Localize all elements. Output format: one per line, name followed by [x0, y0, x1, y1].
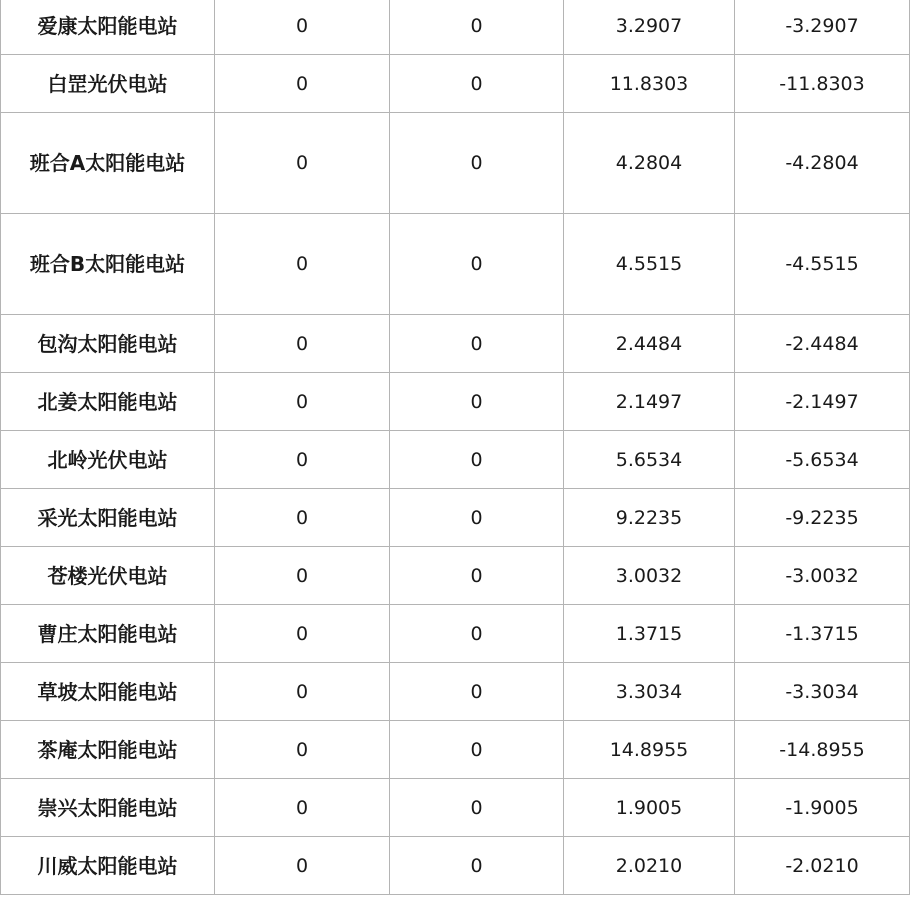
table-row: [1, 55, 910, 113]
value-cell: 0: [215, 315, 390, 373]
value-cell: 0: [215, 721, 390, 779]
value-cell: 1.3715: [564, 605, 735, 663]
value-cell: -9.2235: [735, 489, 910, 547]
value-cell: 1.9005: [564, 779, 735, 837]
value-cell: 0: [215, 547, 390, 605]
value-cell: 0: [215, 779, 390, 837]
value-cell: 0: [390, 721, 564, 779]
value-cell: 9.2235: [564, 489, 735, 547]
value-cell: 3.3034: [564, 663, 735, 721]
station-name-cell: 包沟太阳能电站: [1, 315, 215, 373]
value-cell: 4.2804: [564, 113, 735, 214]
value-cell: 0: [390, 605, 564, 663]
value-cell: 11.8303: [564, 55, 735, 113]
station-name-cell: 茶庵太阳能电站: [1, 721, 215, 779]
value-cell: 5.6534: [564, 431, 735, 489]
table-row: [1, 214, 910, 315]
station-name-cell: 苍楼光伏电站: [1, 547, 215, 605]
table-row: [1, 373, 910, 431]
station-name-cell: 草坡太阳能电站: [1, 663, 215, 721]
station-name-cell: 曹庄太阳能电站: [1, 605, 215, 663]
value-cell: -4.2804: [735, 113, 910, 214]
value-cell: -4.5515: [735, 214, 910, 315]
table-row: [1, 431, 910, 489]
station-name-cell: 班合B太阳能电站: [1, 214, 215, 315]
station-name-cell: 白罡光伏电站: [1, 55, 215, 113]
value-cell: 2.0210: [564, 837, 735, 895]
table-row: [1, 489, 910, 547]
value-cell: 3.0032: [564, 547, 735, 605]
station-name-cell: 北岭光伏电站: [1, 431, 215, 489]
value-cell: 0: [390, 837, 564, 895]
value-cell: 0: [215, 55, 390, 113]
value-cell: -2.4484: [735, 315, 910, 373]
value-cell: 0: [390, 663, 564, 721]
value-cell: 4.5515: [564, 214, 735, 315]
value-cell: 0: [215, 605, 390, 663]
value-cell: -3.0032: [735, 547, 910, 605]
station-name-cell: 爱康太阳能电站: [1, 0, 215, 55]
value-cell: 14.8955: [564, 721, 735, 779]
value-cell: 0: [390, 55, 564, 113]
value-cell: 3.2907: [564, 0, 735, 55]
station-name-cell: 北姜太阳能电站: [1, 373, 215, 431]
value-cell: 0: [215, 489, 390, 547]
value-cell: -5.6534: [735, 431, 910, 489]
value-cell: 0: [390, 315, 564, 373]
table-row: [1, 605, 910, 663]
value-cell: -2.1497: [735, 373, 910, 431]
value-cell: 0: [215, 663, 390, 721]
value-cell: 0: [215, 837, 390, 895]
value-cell: 0: [215, 0, 390, 55]
value-cell: 0: [390, 214, 564, 315]
value-cell: 2.4484: [564, 315, 735, 373]
table-row: [1, 315, 910, 373]
value-cell: 0: [215, 113, 390, 214]
value-cell: 0: [215, 373, 390, 431]
value-cell: 0: [390, 0, 564, 55]
value-cell: -14.8955: [735, 721, 910, 779]
value-cell: 0: [390, 547, 564, 605]
station-name-cell: 班合A太阳能电站: [1, 113, 215, 214]
station-name-cell: 崇兴太阳能电站: [1, 779, 215, 837]
value-cell: 0: [215, 214, 390, 315]
station-name-cell: 采光太阳能电站: [1, 489, 215, 547]
table-row: [1, 663, 910, 721]
value-cell: -3.2907: [735, 0, 910, 55]
value-cell: -2.0210: [735, 837, 910, 895]
value-cell: 2.1497: [564, 373, 735, 431]
value-cell: 0: [390, 779, 564, 837]
value-cell: 0: [390, 373, 564, 431]
value-cell: -1.9005: [735, 779, 910, 837]
station-name-cell: 川威太阳能电站: [1, 837, 215, 895]
value-cell: -1.3715: [735, 605, 910, 663]
value-cell: 0: [390, 113, 564, 214]
value-cell: 0: [390, 489, 564, 547]
value-cell: -11.8303: [735, 55, 910, 113]
table-row: [1, 721, 910, 779]
table-row: [1, 837, 910, 895]
table-row: [1, 0, 910, 55]
value-cell: 0: [390, 431, 564, 489]
value-cell: -3.3034: [735, 663, 910, 721]
table-row: [1, 779, 910, 837]
value-cell: 0: [215, 431, 390, 489]
table-row: [1, 547, 910, 605]
table-row: [1, 113, 910, 214]
